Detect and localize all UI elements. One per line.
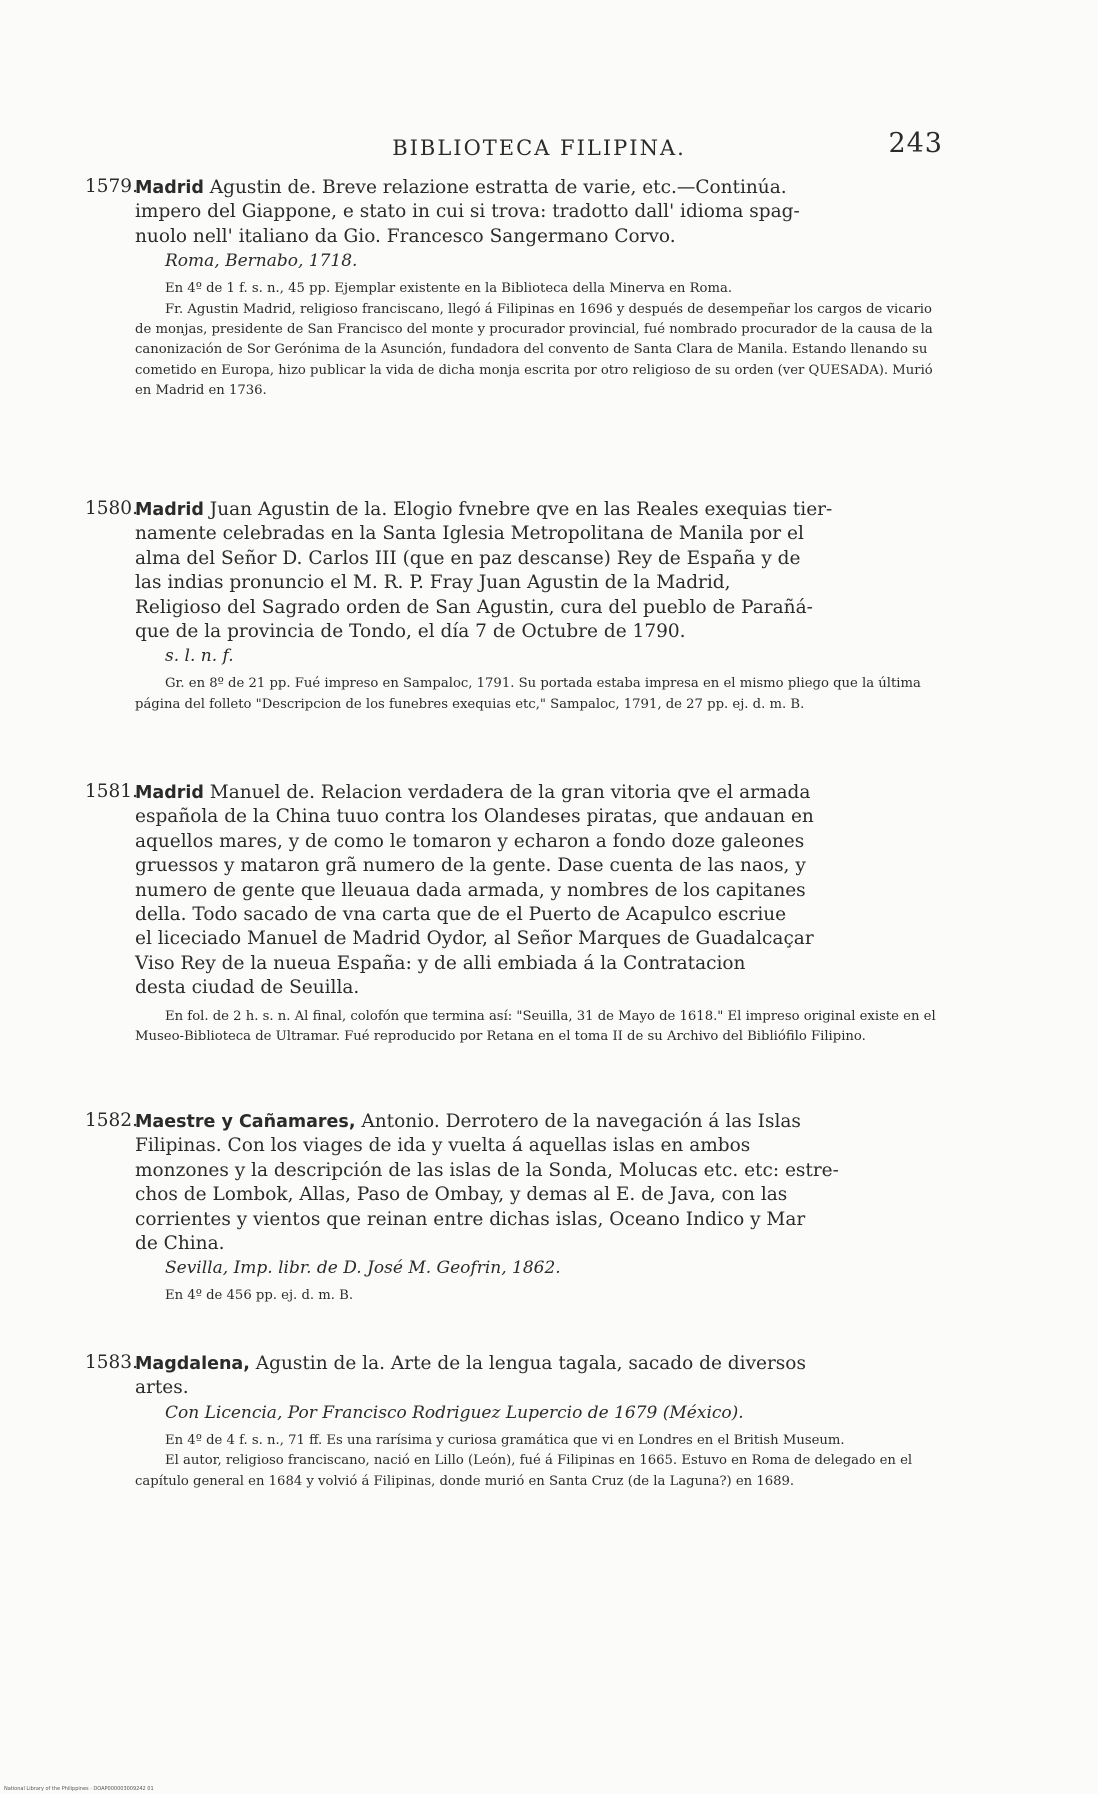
entry-imprint: Roma, Bernabo, 1718. (165, 251, 358, 272)
entry-title (135, 781, 945, 1001)
note-paragraph: En fol. de 2 h. s. n. Al final, colofón que termina así: "Seuilla, 31 de Mayo de 1618." El impreso original existe en el Museo-Biblioteca de Ultramar. Fué reproducido por Retana en el toma II de su Archivo del Bibliófilo Filipino. (135, 1008, 936, 1045)
entry-number: 1583. (85, 1352, 138, 1373)
note-paragraph: En 4º de 1 f. s. n., 45 pp. Ejemplar existente en la Biblioteca della Minerva en Roma. (165, 281, 733, 297)
title-line: monzones y la descripción de las islas de la Sonda, Molucas etc. etc: estre- (135, 1159, 839, 1181)
title-line: Derrotero de la navegación á las Islas (445, 1111, 801, 1132)
entry-author-rest: Antonio. (355, 1111, 440, 1132)
title-line: della. Todo sacado de vna carta que de el Puerto de Acapulco escriue (135, 904, 787, 926)
title-line: las indias pronuncio el M. R. P. Fray Juan Agustin de la Madrid, (135, 572, 731, 594)
entry-author: Magdalena, (135, 1354, 250, 1374)
entry-author: Madrid (135, 783, 204, 803)
title-line: el liceciado Manuel de Madrid Oydor, al Señor Marques de Guadalcaçar (135, 928, 814, 950)
entry-title (135, 1352, 945, 1401)
entry-notes (135, 1431, 945, 1492)
entry-title (135, 498, 945, 644)
title-line: impero del Giappone, e stato in cui si trova: tradotto dall' idioma spag- (135, 201, 800, 223)
title-line: namente celebradas en la Santa Iglesia Metropolitana de Manila por el (135, 523, 804, 545)
title-line: que de la provincia de Tondo, el día 7 de Octubre de 1790. (135, 621, 686, 643)
title-line: de China. (135, 1233, 225, 1255)
entry-number: 1580. (85, 498, 138, 519)
library-stamp: National Library of the Philippines · DOAP000003009242 01 (4, 1786, 154, 1792)
entry-number: 1581. (85, 781, 138, 802)
title-line: Relacion verdadera de la gran vitoria qve el armada (320, 782, 811, 803)
entry-number: 1579. (85, 176, 138, 197)
title-line: Filipinas. Con los viages de ida y vuelta á aquellas islas en ambos (135, 1135, 751, 1157)
title-line: Religioso del Sagrado orden de San Agustin, cura del pueblo de Parañá- (135, 596, 813, 618)
page-number: 243 (888, 128, 943, 159)
entry-title (135, 1110, 945, 1256)
running-title: BIBLIOTECA FILIPINA. (392, 136, 686, 160)
title-line: numero de gente que lleuaua dada armada, y nombres de los capitanes (135, 879, 806, 901)
title-line: Arte de la lengua tagala, sacado de diversos (390, 1353, 806, 1374)
entry-title (135, 176, 945, 249)
note-paragraph: En 4º de 4 f. s. n., 71 ff. Es una rarísima y curiosa gramática que vi en Londres en el British Museum. (165, 1432, 845, 1448)
title-line: gruessos y mataron grã numero de la gente. Dase cuenta de las naos, y (135, 855, 806, 877)
bibliography-entry-1583 (85, 1352, 945, 1492)
note-paragraph: El autor, religioso franciscano, nació en Lillo (León), fué á Filipinas en 1665. Estuvo en Roma de delegado en el capítulo general en 1684 y volvió á Filipinas, donde murió en Santa Cruz (de la Laguna?) en 1689. (135, 1453, 913, 1489)
title-line: española de la China tuuo contra los Olandeses piratas, que andauan en (135, 806, 814, 828)
entry-notes (135, 1286, 945, 1306)
bibliography-entry-1579 (85, 176, 945, 402)
entry-author-rest: Agustin de la. (249, 1353, 386, 1374)
entry-imprint: s. l. n. f. (165, 646, 234, 667)
title-line: corrientes y vientos que reinan entre dichas islas, Oceano Indico y Mar (135, 1208, 806, 1230)
entry-notes (135, 1007, 945, 1048)
note-paragraph: Gr. en 8º de 21 pp. Fué impreso en Sampaloc, 1791. Su portada estaba impresa en el mismo pliego que la última página del folleto "Descripcion de los funebres exequias etc," Sampaloc, 1791, de 27 pp. ej. d. m. B. (135, 676, 921, 712)
title-line: alma del Señor D. Carlos III (que en paz descanse) Rey de España y de (135, 547, 801, 569)
entry-author-rest: Manuel de. (203, 782, 316, 803)
entry-author-rest: Agustin de. (203, 177, 317, 198)
entry-imprint: Sevilla, Imp. libr. de D. José M. Geofrin, 1862. (165, 1258, 561, 1279)
bibliography-entry-1582 (85, 1110, 945, 1307)
entry-author: Madrid (135, 500, 204, 520)
title-line: Elogio fvnebre qve en las Reales exequias tier- (393, 499, 833, 520)
entry-notes (135, 674, 945, 715)
title-line: chos de Lombok, Allas, Paso de Ombay, y demas al E. de Java, con las (135, 1184, 788, 1206)
entry-notes (135, 279, 945, 401)
entry-author-rest: Juan Agustin de la. (203, 499, 388, 520)
title-line: nuolo nell' italiano da Gio. Francesco Sangermano Corvo. (135, 225, 676, 247)
note-paragraph: Fr. Agustin Madrid, religioso franciscano, llegó á Filipinas en 1696 y después de desempeñar los cargos de vicario de monjas, presidente de San Francisco del monte y procurador provincial, fué nombrado procurador de la causa de la canonización de Sor Gerónima de la Asunción, fundadora del convento de Santa Clara de Manila. Estando llenando su cometido en Europa, hizo publicar la vida de dicha monja escrita por otro religioso de su orden (ver QUESADA). Murió en Madrid en 1736. (135, 301, 933, 399)
page-header (135, 128, 943, 168)
title-line: artes. (135, 1377, 189, 1399)
title-line: Breve relazione estratta de varie, etc.—Continúa. (322, 177, 787, 198)
bibliography-entry-1580 (85, 498, 945, 715)
entry-author: Madrid (135, 178, 204, 198)
title-line: aquellos mares, y de como le tomaron y echaron a fondo doze galeones (135, 830, 805, 852)
title-line: Viso Rey de la nueua España: y de alli embiada á la Contratacion (135, 952, 746, 974)
entry-author: Maestre y Cañamares, (135, 1112, 356, 1132)
note-paragraph: En 4º de 456 pp. ej. d. m. B. (165, 1288, 354, 1304)
title-line: desta ciudad de Seuilla. (135, 977, 360, 999)
bibliography-entry-1581 (85, 781, 945, 1047)
entry-imprint: Con Licencia, Por Francisco Rodriguez Lupercio de 1679 (México). (165, 1402, 744, 1423)
entry-number: 1582. (85, 1110, 138, 1131)
